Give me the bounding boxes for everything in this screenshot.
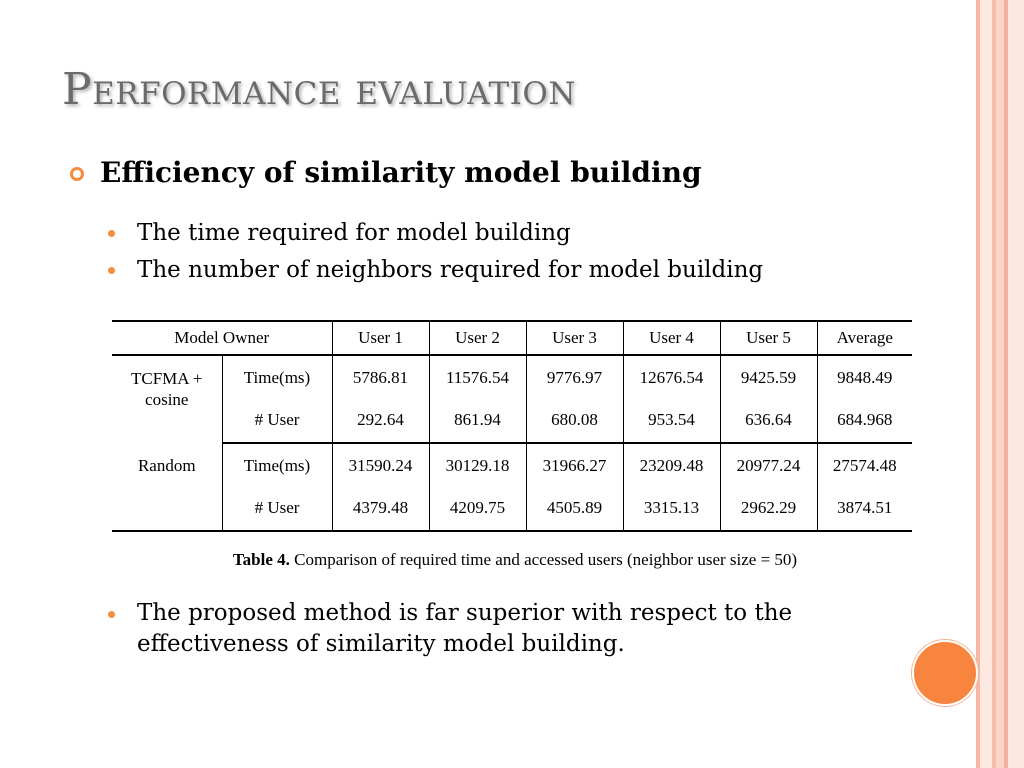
table-header-row xyxy=(112,321,912,355)
header-cell: User 1 xyxy=(332,321,429,355)
metric-cell: Time(ms) xyxy=(222,443,332,487)
ring-bullet-icon xyxy=(70,167,84,181)
bullet-item xyxy=(108,257,763,283)
header-cell: Average xyxy=(817,321,912,355)
table-row xyxy=(112,355,912,399)
slide-title: Performance evaluation xyxy=(62,64,576,115)
group-label-cell: TCFMA + cosine xyxy=(131,369,203,409)
table-row xyxy=(112,487,912,531)
value-cell: 680.08 xyxy=(526,399,623,443)
header-cell: User 2 xyxy=(429,321,526,355)
value-cell: 9848.49 xyxy=(817,355,912,399)
conclusion-text: The proposed method is far superior with respect to the effectiveness of similarity model building. xyxy=(137,600,793,657)
value-cell: 4209.75 xyxy=(429,487,526,531)
metric-cell: # User xyxy=(222,487,332,531)
dot-bullet-icon xyxy=(108,267,115,274)
value-cell: 12676.54 xyxy=(623,355,720,399)
header-cell: User 3 xyxy=(526,321,623,355)
bullet-text: The time required for model building xyxy=(137,220,571,246)
caption-text: Comparison of required time and accessed users (neighbor user size = 50) xyxy=(294,550,798,569)
dot-bullet-icon xyxy=(108,611,115,618)
group-label-cell: Random xyxy=(112,443,222,531)
bullet-text: The number of neighbors required for model building xyxy=(137,257,764,283)
value-cell: 11576.54 xyxy=(429,355,526,399)
value-cell: 31590.24 xyxy=(332,443,429,487)
metric-cell: # User xyxy=(222,399,332,443)
conclusion-bullet xyxy=(108,598,888,660)
value-cell: 30129.18 xyxy=(429,443,526,487)
metric-cell: Time(ms) xyxy=(222,355,332,399)
value-cell: 4379.48 xyxy=(332,487,429,531)
caption-label: Table 4. xyxy=(232,550,290,569)
value-cell: 684.968 xyxy=(817,399,912,443)
value-cell: 20977.24 xyxy=(720,443,817,487)
table-row xyxy=(112,399,912,443)
decorative-orange-circle xyxy=(912,640,978,706)
value-cell: 4505.89 xyxy=(526,487,623,531)
value-cell: 5786.81 xyxy=(332,355,429,399)
value-cell: 23209.48 xyxy=(623,443,720,487)
value-cell: 953.54 xyxy=(623,399,720,443)
header-cell: Model Owner xyxy=(112,321,332,355)
dot-bullet-icon xyxy=(108,230,115,237)
heading-bullet xyxy=(70,156,702,189)
value-cell: 292.64 xyxy=(332,399,429,443)
value-cell: 861.94 xyxy=(429,399,526,443)
value-cell: 9776.97 xyxy=(526,355,623,399)
header-cell: User 5 xyxy=(720,321,817,355)
value-cell: 27574.48 xyxy=(817,443,912,487)
bullet-item xyxy=(108,220,571,246)
value-cell: 2962.29 xyxy=(720,487,817,531)
value-cell: 3874.51 xyxy=(817,487,912,531)
value-cell: 31966.27 xyxy=(526,443,623,487)
value-cell: 9425.59 xyxy=(720,355,817,399)
value-cell: 3315.13 xyxy=(623,487,720,531)
table-caption xyxy=(0,550,1024,570)
comparison-table xyxy=(112,320,912,532)
value-cell: 636.64 xyxy=(720,399,817,443)
header-cell: User 4 xyxy=(623,321,720,355)
table-row xyxy=(112,443,912,487)
decorative-side-stripes xyxy=(976,0,1024,768)
section-heading: Efficiency of similarity model building xyxy=(100,156,702,189)
